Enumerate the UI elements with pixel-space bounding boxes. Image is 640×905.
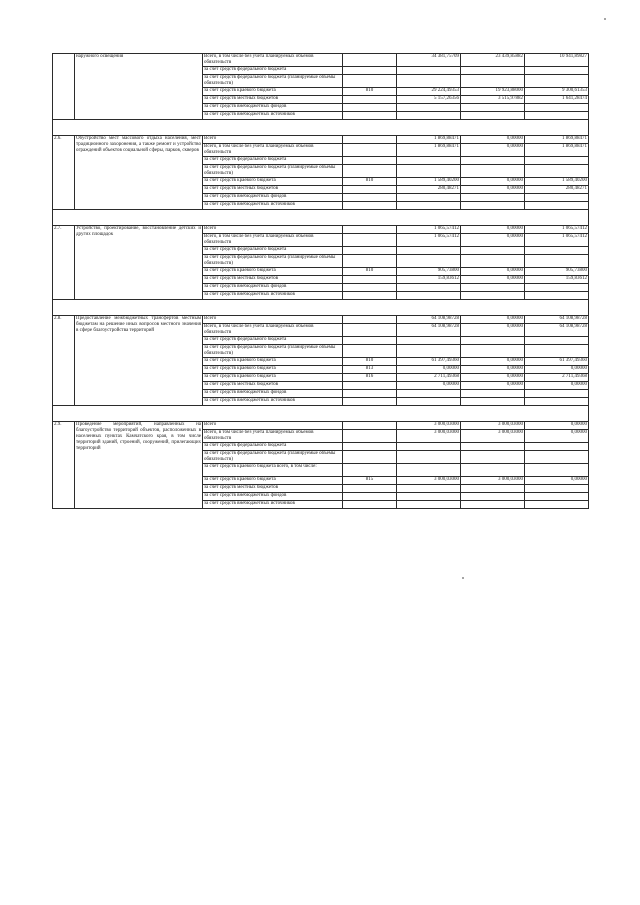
budget-code — [343, 451, 397, 464]
budget-code — [343, 186, 397, 194]
item-number — [53, 54, 75, 120]
amount-total — [397, 337, 461, 345]
amount-year-2: 1 589,40200 — [525, 178, 589, 186]
amount-year-1 — [461, 75, 525, 88]
amount-year-1 — [461, 464, 525, 477]
funding-source: Всего — [203, 226, 343, 234]
amount-total — [397, 292, 461, 300]
amount-year-1 — [461, 255, 525, 268]
amount-year-1 — [461, 451, 525, 464]
funding-source: за счет средств внебюджетных фондов — [203, 194, 343, 202]
funding-source: за счет средств федерального бюджета (планируемые объемы обязательств) — [203, 451, 343, 464]
section-spacer — [53, 406, 589, 422]
amount-year-1 — [461, 485, 525, 493]
budget-code — [343, 316, 397, 324]
amount-year-2 — [525, 157, 589, 165]
amount-year-1 — [461, 247, 525, 255]
budget-code — [343, 255, 397, 268]
amount-year-2: 905,73800 — [525, 268, 589, 276]
table-row — [53, 54, 589, 67]
amount-year-2 — [525, 247, 589, 255]
funding-source: за счет средств внебюджетных фондов — [203, 284, 343, 292]
budget-code — [343, 382, 397, 390]
funding-source: за счет средств краевого бюджета — [203, 358, 343, 366]
amount-total: 159,83612 — [397, 276, 461, 284]
amount-total: 29 224,49353 — [397, 88, 461, 96]
budget-code: 810 — [343, 268, 397, 276]
amount-year-1 — [461, 165, 525, 178]
amount-year-1 — [461, 443, 525, 451]
funding-source: за счет средств внебюджетных фондов — [203, 390, 343, 398]
amount-total: 0,00000 — [397, 382, 461, 390]
budget-code — [343, 292, 397, 300]
funding-source: за счет средств внебюджетных источников — [203, 398, 343, 406]
amount-year-1: 3 515,97882 — [461, 96, 525, 104]
amount-total: 34 381,75709 — [397, 54, 461, 67]
funding-source: за счет средств федерального бюджета (планируемые объемы обязательств) — [203, 255, 343, 268]
amount-year-1: 0,00000 — [461, 268, 525, 276]
amount-year-1 — [461, 337, 525, 345]
amount-total: 1 869,88471 — [397, 136, 461, 144]
amount-year-1 — [461, 194, 525, 202]
amount-year-2 — [525, 284, 589, 292]
budget-code — [343, 276, 397, 284]
amount-year-2 — [525, 464, 589, 477]
funding-source: Всего — [203, 422, 343, 430]
funding-source: за счет средств федерального бюджета — [203, 67, 343, 75]
budget-code — [343, 345, 397, 358]
funding-source: Всего, в том числе без учета планируемых объемов обязательств — [203, 144, 343, 157]
amount-total: 0,00000 — [397, 366, 461, 374]
budget-code: 813 — [343, 366, 397, 374]
funding-source: Всего, в том числе без учета планируемых объемов обязательств — [203, 54, 343, 67]
amount-year-2: 0,00000 — [525, 382, 589, 390]
amount-year-2 — [525, 202, 589, 210]
amount-year-1: 0,00000 — [461, 316, 525, 324]
funding-source: за счет средств внебюджетных источников — [203, 112, 343, 120]
amount-year-2 — [525, 292, 589, 300]
amount-year-1 — [461, 292, 525, 300]
amount-total — [397, 345, 461, 358]
budget-code — [343, 390, 397, 398]
budget-code — [343, 194, 397, 202]
funding-source: за счет средств краевого бюджета — [203, 374, 343, 382]
amount-year-1 — [461, 67, 525, 75]
amount-total — [397, 112, 461, 120]
amount-total — [397, 501, 461, 509]
amount-year-1 — [461, 202, 525, 210]
budget-code — [343, 247, 397, 255]
amount-year-2: 159,83612 — [525, 276, 589, 284]
amount-year-1 — [461, 345, 525, 358]
amount-year-2: 1 869,88471 — [525, 136, 589, 144]
amount-total: 1 065,57412 — [397, 226, 461, 234]
funding-source: за счет средств краевого бюджета — [203, 268, 343, 276]
amount-year-1: 0,00000 — [461, 382, 525, 390]
funding-source: за счет средств краевого бюджета — [203, 88, 343, 96]
amount-year-2: 10 941,89827 — [525, 54, 589, 67]
amount-total — [397, 398, 461, 406]
budget-code: 810 — [343, 88, 397, 96]
amount-year-1: 0,00000 — [461, 186, 525, 194]
budget-code — [343, 96, 397, 104]
amount-total — [397, 165, 461, 178]
funding-source: за счет средств федерального бюджета — [203, 157, 343, 165]
amount-total — [397, 157, 461, 165]
item-name: наружного освещения — [75, 54, 203, 120]
amount-total: 1 065,57412 — [397, 234, 461, 247]
amount-total — [397, 194, 461, 202]
funding-source: Всего — [203, 316, 343, 324]
amount-year-1 — [461, 501, 525, 509]
funding-source: за счет средств внебюджетных фондов — [203, 493, 343, 501]
amount-year-1 — [461, 157, 525, 165]
section-spacer — [53, 210, 589, 226]
amount-year-1: 0,00000 — [461, 226, 525, 234]
amount-total: 64 108,98728 — [397, 316, 461, 324]
item-name: Обустройство мест массового отдыха населения, мест традиционного захоронения, а также ремонт и устройство ограждений объектов социальной сферы, парков, скверов — [75, 136, 203, 210]
amount-year-2: 0,00000 — [525, 430, 589, 443]
funding-source: за счет средств федерального бюджета — [203, 337, 343, 345]
funding-source: за счет средств внебюджетных источников — [203, 501, 343, 509]
budget-code — [343, 136, 397, 144]
amount-year-1: 0,00000 — [461, 324, 525, 337]
amount-year-1: 0,00000 — [461, 178, 525, 186]
budget-code — [343, 485, 397, 493]
amount-year-1: 0,00000 — [461, 358, 525, 366]
amount-year-1 — [461, 390, 525, 398]
item-number: 2.6. — [53, 136, 75, 210]
amount-year-2: 61 397,49360 — [525, 358, 589, 366]
funding-source: Всего, в том числе без учета планируемых объемов обязательств — [203, 430, 343, 443]
amount-year-2: 1 065,57412 — [525, 234, 589, 247]
amount-year-2: 1 869,88471 — [525, 144, 589, 157]
budget-code — [343, 501, 397, 509]
budget-code — [343, 226, 397, 234]
amount-total: 905,73800 — [397, 268, 461, 276]
funding-source: за счет средств федерального бюджета (планируемые объемы обязательств) — [203, 75, 343, 88]
funding-source: за счет средств местных бюджетов — [203, 276, 343, 284]
amount-year-2 — [525, 485, 589, 493]
amount-year-1: 0,00000 — [461, 374, 525, 382]
amount-year-1: 0,00000 — [461, 366, 525, 374]
budget-code — [343, 157, 397, 165]
amount-year-2 — [525, 67, 589, 75]
funding-source: Всего, в том числе без учета планируемых объемов обязательств — [203, 324, 343, 337]
budget-code — [343, 54, 397, 67]
amount-total — [397, 493, 461, 501]
amount-year-2 — [525, 194, 589, 202]
funding-source: за счет средств местных бюджетов — [203, 96, 343, 104]
amount-total — [397, 464, 461, 477]
amount-total: 64 108,98728 — [397, 324, 461, 337]
item-number: 2.9. — [53, 422, 75, 509]
amount-year-2: 0,00000 — [525, 422, 589, 430]
funding-source: Всего — [203, 136, 343, 144]
budget-code — [343, 67, 397, 75]
funding-source: Всего, в том числе без учета планируемых объемов обязательств — [203, 234, 343, 247]
amount-year-2 — [525, 493, 589, 501]
budget-code — [343, 464, 397, 477]
amount-total — [397, 485, 461, 493]
item-name: Устройство, проектирование, восстановление детских и других площадок — [75, 226, 203, 300]
funding-source: за счет средств федерального бюджета — [203, 247, 343, 255]
budget-code — [343, 422, 397, 430]
table-row — [53, 422, 589, 430]
budget-code — [343, 284, 397, 292]
amount-total: 2 711,49368 — [397, 374, 461, 382]
amount-total: 61 397,49360 — [397, 358, 461, 366]
budget-code — [343, 324, 397, 337]
budget-code — [343, 165, 397, 178]
amount-total — [397, 75, 461, 88]
budget-table-body — [53, 54, 589, 509]
funding-source: за счет средств местных бюджетов — [203, 382, 343, 390]
funding-source: за счет средств внебюджетных источников — [203, 292, 343, 300]
amount-total — [397, 390, 461, 398]
funding-source: за счет средств краевого бюджета — [203, 178, 343, 186]
amount-year-1 — [461, 104, 525, 112]
amount-year-1: 23 439,85882 — [461, 54, 525, 67]
amount-year-2 — [525, 451, 589, 464]
amount-year-1: 0,00000 — [461, 136, 525, 144]
budget-code: 816 — [343, 374, 397, 382]
amount-year-2 — [525, 104, 589, 112]
budget-code — [343, 202, 397, 210]
amount-year-2: 1 641,28474 — [525, 96, 589, 104]
amount-total — [397, 451, 461, 464]
funding-source: за счет средств краевого бюджета всего, в том числе: — [203, 464, 343, 477]
scan-speck — [604, 18, 606, 20]
amount-total: 1 589,40200 — [397, 178, 461, 186]
funding-source: за счет средств внебюджетных фондов — [203, 104, 343, 112]
amount-total: 3 000,03000 — [397, 430, 461, 443]
item-name: Проведение мероприятий, направленных на благоустройство территорий объектов, расположенных в населенных пунктах Камчатского края, в том числе территорий зданий, строений, сооружений, прилегающих территорий — [75, 422, 203, 509]
amount-year-2: 280,48271 — [525, 186, 589, 194]
funding-source: за счет средств федерального бюджета (планируемые объемы обязательств) — [203, 345, 343, 358]
amount-year-2: 2 711,49368 — [525, 374, 589, 382]
amount-total — [397, 443, 461, 451]
amount-total: 3 000,03000 — [397, 422, 461, 430]
amount-year-1: 0,00000 — [461, 144, 525, 157]
amount-year-2 — [525, 337, 589, 345]
amount-year-2 — [525, 255, 589, 268]
amount-year-2 — [525, 398, 589, 406]
amount-year-2: 0,00000 — [525, 366, 589, 374]
budget-code — [343, 398, 397, 406]
funding-source: за счет средств краевого бюджета — [203, 366, 343, 374]
funding-source: за счет средств внебюджетных источников — [203, 202, 343, 210]
funding-source: за счет средств местных бюджетов — [203, 485, 343, 493]
amount-year-2: 1 065,57412 — [525, 226, 589, 234]
budget-code — [343, 337, 397, 345]
item-number: 2.8. — [53, 316, 75, 406]
amount-year-1: 3 000,03000 — [461, 422, 525, 430]
amount-year-1: 19 923,88000 — [461, 88, 525, 96]
budget-code — [343, 443, 397, 451]
amount-year-1 — [461, 112, 525, 120]
amount-year-2: 0,00000 — [525, 477, 589, 485]
section-spacer — [53, 120, 589, 136]
amount-year-1 — [461, 398, 525, 406]
budget-code — [343, 493, 397, 501]
section-spacer — [53, 300, 589, 316]
budget-code — [343, 144, 397, 157]
amount-year-1: 3 000,03000 — [461, 430, 525, 443]
item-number: 2.7. — [53, 226, 75, 300]
budget-code: 810 — [343, 178, 397, 186]
table-row — [53, 226, 589, 234]
funding-source: за счет средств федерального бюджета (планируемые объемы обязательств) — [203, 165, 343, 178]
budget-code — [343, 75, 397, 88]
amount-total — [397, 247, 461, 255]
amount-year-1 — [461, 493, 525, 501]
amount-year-2 — [525, 443, 589, 451]
amount-year-1: 0,00000 — [461, 276, 525, 284]
amount-year-2 — [525, 165, 589, 178]
budget-code — [343, 234, 397, 247]
budget-code — [343, 112, 397, 120]
amount-year-2: 64 108,98728 — [525, 324, 589, 337]
amount-year-1: 3 000,03000 — [461, 477, 525, 485]
amount-total — [397, 67, 461, 75]
amount-year-2 — [525, 390, 589, 398]
amount-total — [397, 284, 461, 292]
table-row — [53, 136, 589, 144]
amount-year-2 — [525, 112, 589, 120]
amount-year-2 — [525, 501, 589, 509]
funding-source: за счет средств федерального бюджета — [203, 443, 343, 451]
amount-year-1: 0,00000 — [461, 234, 525, 247]
amount-total — [397, 202, 461, 210]
amount-total: 1 869,88471 — [397, 144, 461, 157]
funding-source: за счет средств местных бюджетов — [203, 186, 343, 194]
amount-total: 280,48271 — [397, 186, 461, 194]
amount-total: 3 000,03000 — [397, 477, 461, 485]
amount-year-2: 64 108,98728 — [525, 316, 589, 324]
amount-year-2 — [525, 75, 589, 88]
amount-year-1 — [461, 284, 525, 292]
budget-code — [343, 104, 397, 112]
amount-year-2 — [525, 345, 589, 358]
amount-total — [397, 104, 461, 112]
budget-code: 810 — [343, 358, 397, 366]
amount-year-2: 9 300,61353 — [525, 88, 589, 96]
budget-code — [343, 430, 397, 443]
budget-table — [52, 53, 589, 509]
funding-source: за счет средств краевого бюджета — [203, 477, 343, 485]
table-row — [53, 316, 589, 324]
scan-speck — [462, 577, 464, 579]
amount-total: 5 157,26356 — [397, 96, 461, 104]
budget-code: 815 — [343, 477, 397, 485]
item-name: Предоставление межбюджетных трансфертов местным бюджетам на решение иных вопросов местного значения в сфере благоустройства территорий — [75, 316, 203, 406]
amount-total — [397, 255, 461, 268]
